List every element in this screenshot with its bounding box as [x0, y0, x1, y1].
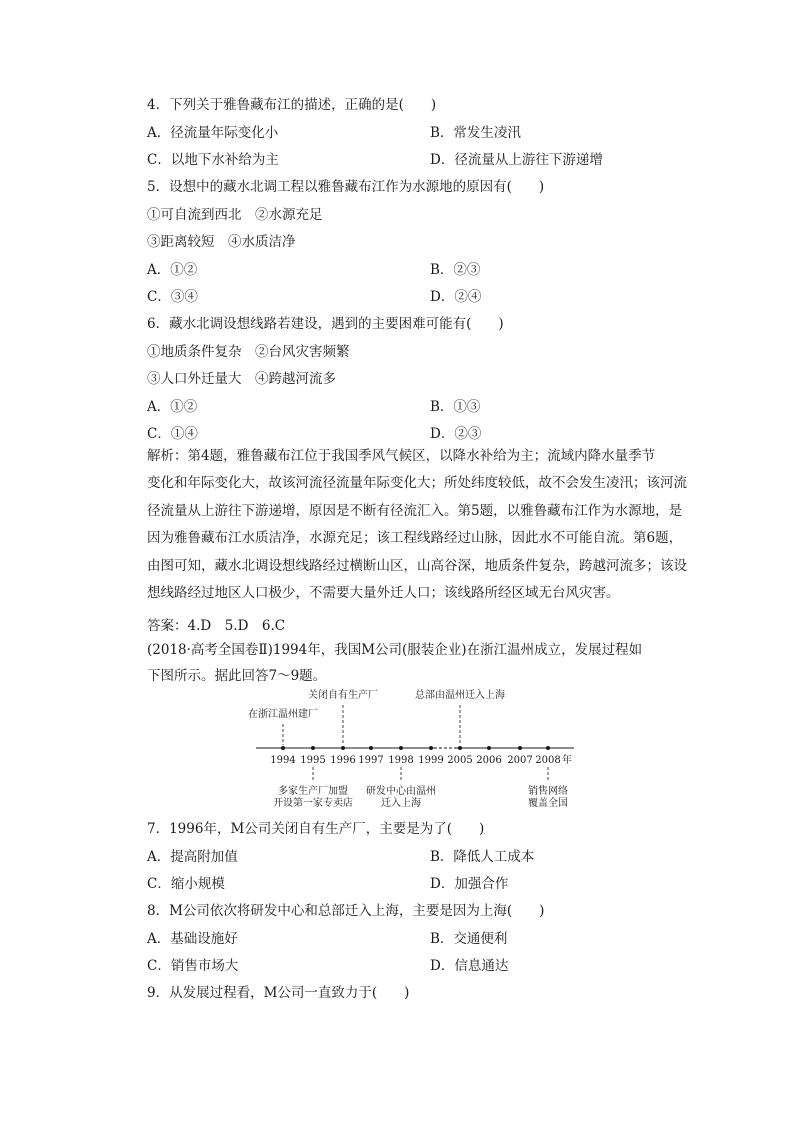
q6-option-a: A．①②: [147, 399, 198, 415]
intro-paragraph: [147, 637, 687, 689]
intro-line: (2018·高考全国卷Ⅱ)1994年，我国M公司(服装企业)在浙江温州成立，发展过程如: [147, 642, 643, 658]
timeline-unit-label: 年: [562, 755, 572, 766]
q4-stem: 4．下列关于雅鲁藏布江的描述，正确的是( ): [147, 97, 437, 113]
timeline-year-dot: [458, 746, 462, 750]
analysis-line: 变化和年际变化大，故该河流径流量年际变化大；所处纬度较低，故不会发生凌汛；该河流: [147, 475, 687, 492]
analysis-line: 由图可知，藏水北调设想线路经过横断山区，山高谷深，地质条件复杂，跨越河流多；该设: [147, 557, 687, 574]
timeline-event-label: 销售网络: [528, 786, 568, 797]
timeline-year-dot: [487, 746, 491, 750]
q6-option-c: C．①④: [147, 426, 198, 442]
analysis-line: 因为雅鲁藏布江水质洁净，水源充足；该工程线路经过山脉，因此水不可能自流。第6题，: [147, 530, 683, 547]
timeline-year-label: 1996: [330, 755, 356, 766]
timeline-year-label: 1995: [300, 755, 326, 766]
q4-option-a: A．径流量年际变化小: [147, 125, 279, 141]
q6-statements-1: ①地质条件复杂 ②台风灾害频繁: [147, 344, 350, 360]
timeline-year-label: 2006: [476, 755, 502, 766]
q8-stem: 8．M公司依次将研发中心和总部迁入上海，主要是因为上海( ): [147, 903, 545, 919]
analysis-paragraph: [147, 443, 687, 607]
timeline-year-dot: [518, 746, 522, 750]
timeline-year-dot: [546, 746, 550, 750]
timeline-year-dot: [341, 746, 345, 750]
timeline-year-dot: [369, 746, 373, 750]
q6-statements-2: ③人口外迁量大 ④跨越河流多: [147, 371, 336, 387]
timeline-event-label: 开设第一家专卖店: [273, 798, 353, 809]
q5-stem: 5．设想中的藏水北调工程以雅鲁藏布江作为水源地的原因有( ): [147, 179, 545, 195]
analysis-line: 径流量从上游往下游递增，原因是不断有径流汇入。第5题，以雅鲁藏布江作为水源地，是: [147, 502, 683, 519]
timeline-event-label: 在浙江温州建厂: [248, 709, 318, 720]
timeline-year-label: 1994: [270, 755, 296, 766]
q7-option-c: C．缩小规模: [147, 876, 225, 892]
timeline-event-label: 关闭自有生产厂: [308, 690, 378, 701]
q9-stem: 9．从发展过程看，M公司一直致力于( ): [147, 985, 410, 1001]
intro-line: 下图所示。据此回答7～9题。: [147, 668, 327, 684]
q4-option-d: D．径流量从上游往下游递增: [430, 152, 603, 168]
q8-option-d: D．信息通达: [430, 958, 509, 974]
answer-line: 答案：4.D 5.D 6.C: [147, 618, 286, 634]
q8-option-a: A．基础设施好: [147, 931, 238, 947]
q5-statements-2: ③距离较短 ④水质洁净: [147, 234, 296, 250]
q7-option-a: A．提高附加值: [147, 849, 238, 865]
q4-option-c: C．以地下水补给为主: [147, 152, 279, 168]
q4-option-b: B．常发生凌汛: [430, 125, 521, 141]
q6-stem: 6．藏水北调设想线路若建设，遇到的主要困难可能有( ): [147, 316, 504, 332]
q7-stem: 7．1996年，M公司关闭自有生产厂，主要是为了( ): [147, 821, 485, 837]
q5-option-c: C．③④: [147, 289, 198, 305]
timeline-year-label: 1997: [358, 755, 384, 766]
q8-option-b: B．交通便利: [430, 931, 508, 947]
timeline-event-label: 迁入上海: [381, 798, 421, 809]
timeline-year-dot: [281, 746, 285, 750]
timeline-year-dot: [429, 746, 433, 750]
q8-option-c: C．销售市场大: [147, 958, 239, 974]
q6-option-d: D．②③: [430, 426, 482, 442]
timeline-year-label: 1998: [388, 755, 414, 766]
timeline-event-label: 研发中心由温州: [366, 786, 436, 797]
analysis-line: 想线路经过地区人口极少，不需要大量外迁人口；该线路所经区域无台风灾害。: [147, 585, 620, 602]
q6-option-b: B．①③: [430, 399, 481, 415]
timeline-event-label: 总部由温州迁入上海: [415, 690, 505, 701]
timeline-year-dot: [399, 746, 403, 750]
timeline-year-label: 2007: [507, 755, 533, 766]
timeline-year-label: 2008: [535, 755, 561, 766]
q7-option-d: D．加强合作: [430, 876, 509, 892]
timeline-year-dot: [311, 746, 315, 750]
q5-statements-1: ①可自流到西北 ②水源充足: [147, 207, 323, 223]
analysis-line: 解析：第4题，雅鲁藏布江位于我国季风气候区，以降水补给为主；流域内降水量季节: [147, 448, 656, 464]
q5-option-d: D．②④: [430, 289, 482, 305]
q5-option-a: A．①②: [147, 262, 198, 278]
q7-option-b: B．降低人工成本: [430, 849, 535, 865]
timeline-year-label: 2005: [447, 755, 473, 766]
timeline-year-label: 1999: [418, 755, 444, 766]
q5-option-b: B．②③: [430, 262, 481, 278]
timeline-event-label: 多家生产厂加盟: [278, 786, 348, 797]
timeline-event-label: 覆盖全国: [528, 798, 568, 809]
